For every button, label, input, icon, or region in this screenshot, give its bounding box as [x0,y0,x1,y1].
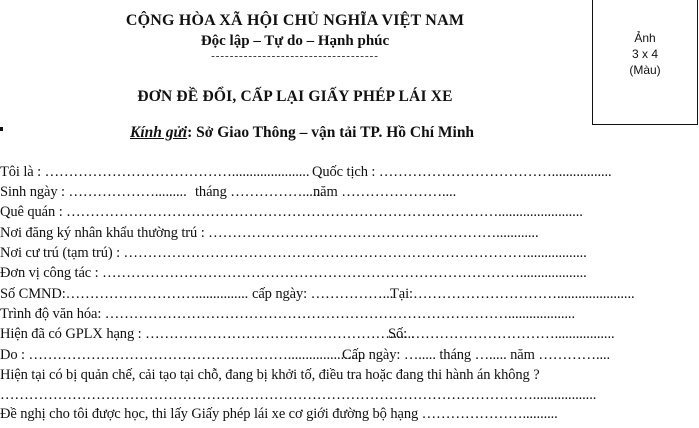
education-level-field[interactable]: Trình độ văn hóa: …………………………………………………………………………................... [0,306,575,322]
nationality-field[interactable]: Quốc tịch : ………………………………................. [312,164,612,180]
issued-by-field[interactable]: Do : ………………………………………………...................... [0,347,366,363]
license-issue-date-field[interactable]: Cấp ngày: …..... tháng …..... năm ………….... [342,347,611,363]
legal-status-answer-field[interactable]: ………………………………………………………………………………………………….................. [0,387,597,403]
recipient-label: Kính gửi [130,124,188,141]
photo-label: Ảnh [634,31,656,45]
recipient-value: : Sở Giao Thông – vận tải TP. Hồ Chí Minh [187,124,475,141]
workplace-field[interactable]: Đơn vị công tác : ……………………………………………………………………………................... [0,265,587,281]
license-number-field[interactable]: Số: …………………………................. [388,326,615,342]
requested-license-class-field[interactable]: Đề nghị cho tôi được học, thi lấy Giấy phép lái xe cơ giới đường bộ hạng ………………….......... [0,406,558,422]
id-issue-date-field[interactable]: cấp ngày: ……………... [252,286,394,302]
birth-year-field[interactable]: năm ………………….... [313,184,457,200]
photo-size: 3 x 4 [631,47,658,61]
country-heading: CỘNG HÒA XÃ HỘI CHỦ NGHĨA VIỆT NAM [125,12,465,29]
photo-placeholder-box [592,0,698,125]
temporary-residence-field[interactable]: Nơi cư trú (tạm trú) : …………………………………………………………………………................. [0,245,587,261]
permanent-residence-field[interactable]: Nơi đăng ký nhân khẩu thường trú : ……………………………………………………............ [0,225,539,241]
birth-month-field[interactable]: tháng ……………...... [195,184,324,200]
header-divider: ------------------------------------ [211,50,379,62]
motto: Độc lập – Tự do – Hạnh phúc [200,33,390,49]
birth-day-field[interactable]: Sinh ngày : ………………......... [0,184,187,200]
margin-mark [0,127,3,131]
hometown-field[interactable]: Quê quán : ………………………………………………………………………………........................ [0,204,583,220]
legal-status-question: Hiện tại có bị quản chế, cải tạo tại chỗ, đang bị khởi tố, điều tra hoặc đang thi hành án không ? [0,367,540,383]
id-number-field[interactable]: Số CMND:………………………............... [0,286,249,302]
photo-color-note: (Màu) [629,63,661,77]
form-title: ĐƠN ĐỀ ĐỔI, CẤP LẠI GIẤY PHÉP LÁI XE [137,88,453,105]
full-name-field[interactable]: Tôi là : …………………………………...................... [0,164,310,180]
id-issue-place-field[interactable]: Tại:…………………………...................... [390,286,635,302]
recipient-line [130,124,474,142]
license-class-field[interactable]: Hiện đã có GPLX hạng : ……………………………………………....... [0,326,415,342]
